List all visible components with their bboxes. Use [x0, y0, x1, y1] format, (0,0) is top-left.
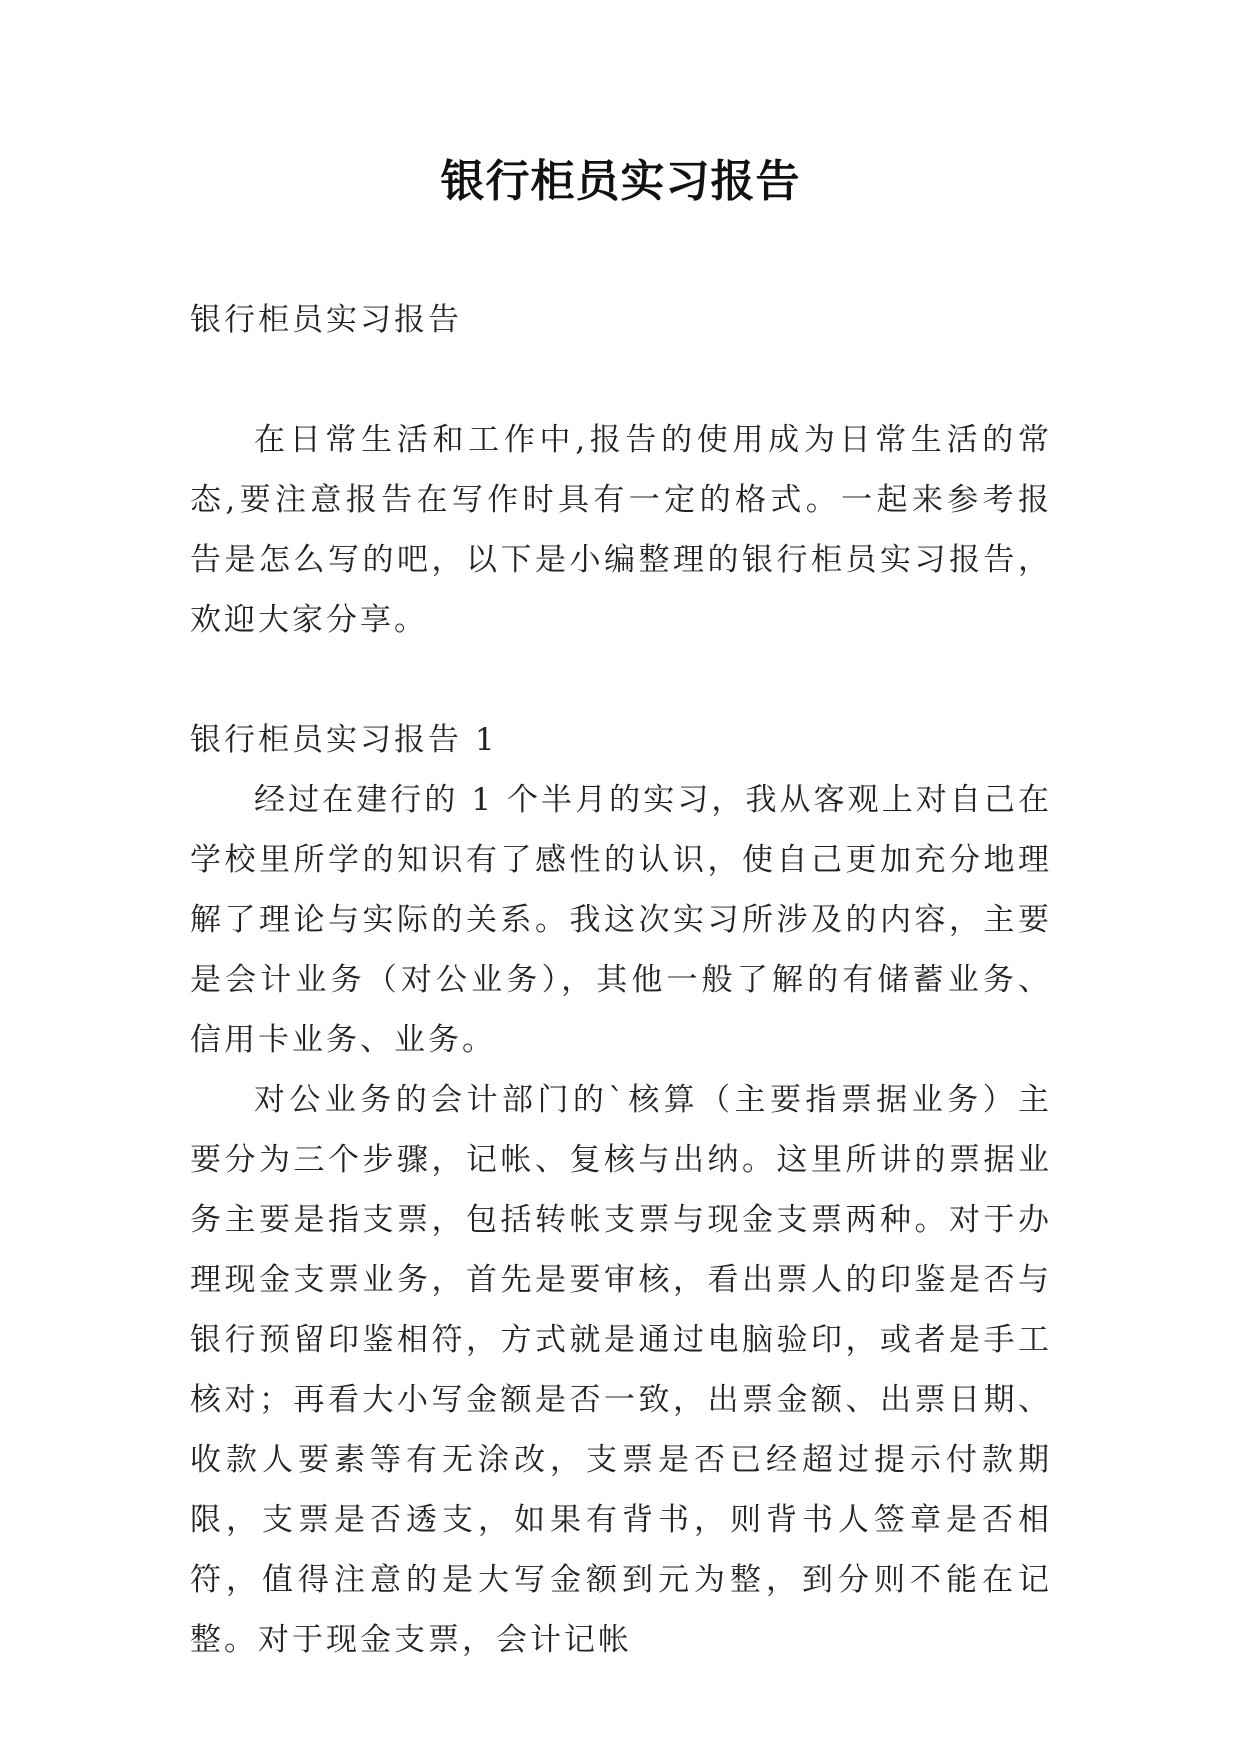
intro-paragraph: 在日常生活和工作中,报告的使用成为日常生活的常态,要注意报告在写作时具有一定的格式。一起来参考报告是怎么写的吧，以下是小编整理的银行柜员实习报告，欢迎大家分享。	[190, 422, 1052, 638]
document-subtitle: 银行柜员实习报告	[190, 302, 462, 338]
body-paragraph-2: 对公业务的会计部门的`核算（主要指票据业务）主要分为三个步骤，记帐、复核与出纳。这里所讲的票据业务主要是指支票，包括转帐支票与现金支票两种。对于办理现金支票业务，首先是要审核，看出票人的印鉴是否与银行预留印鉴相符，方式就是通过电脑验印，或者是手工核对；再看大小写金额是否一致，出票金额、出票日期、收款人要素等有无涂改，支票是否已经超过提示付款期限，支票是否透支，如果有背书，则背书人签章是否相符，值得注意的是大写金额到元为整，到分则不能在记整。对于现金支票，会计记帐	[190, 1082, 1052, 1658]
document-title: 银行柜员实习报告	[440, 156, 801, 207]
body-paragraph-1: 经过在建行的 1 个半月的实习，我从客观上对自己在学校里所学的知识有了感性的认识，使自己更加充分地理解了理论与实际的关系。我这次实习所涉及的内容，主要是会计业务（对公业务），其他一般了解的有储蓄业务、信用卡业务、业务。	[190, 782, 1052, 1058]
section-heading: 银行柜员实习报告 1	[190, 722, 498, 758]
document-body	[190, 290, 1052, 1670]
